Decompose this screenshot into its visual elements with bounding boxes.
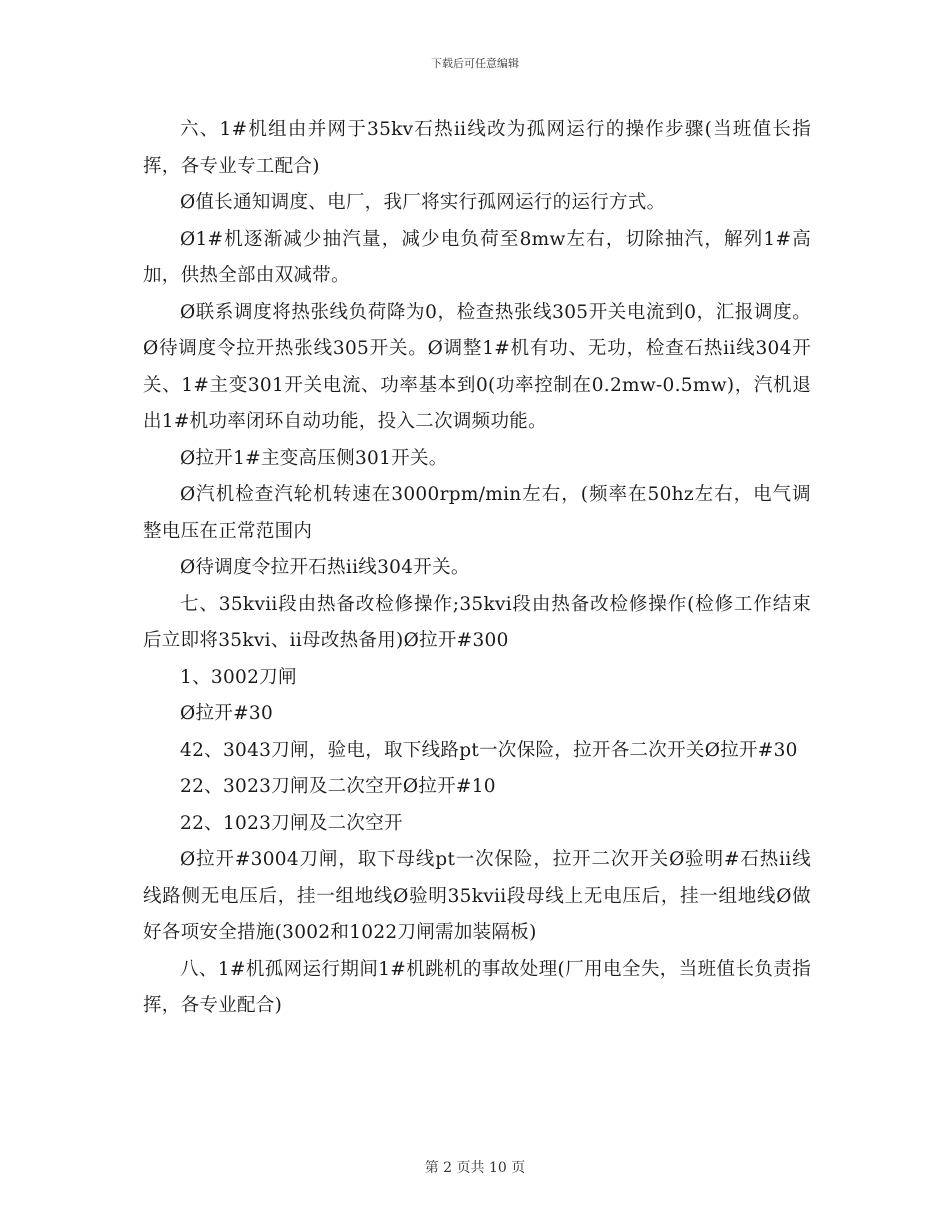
- step-contact-dispatch: Ø联系调度将热张线负荷降为0，检查热张线305开关电流到0，汇报调度。Ø待调度令拉开热张线305开关。Ø调整1#机有功、无功，检查石热ii线304开关、1#主变301开关电流、功率基本到0(功率控制在0.2mw-0.5mw)，汽机退出1#机功率闭环自动功能，投入二次调频功能。: [143, 301, 811, 432]
- section-six-heading: 六、1#机组由并网于35kv石热ii线改为孤网运行的操作步骤(当班值长指挥，各专业专工配合): [143, 119, 811, 177]
- step-3043: 42、3043刀闸，验电，取下线路pt一次保险，拉开各二次开关Ø拉开#30: [180, 739, 798, 761]
- section-eight-heading: 八、1#机孤网运行期间1#机跳机的事故处理(厂用电全失，当班值长负责指挥，各专业配合): [143, 958, 811, 1016]
- step-open-30: Ø拉开#30: [180, 703, 274, 724]
- step-3002: 1、3002刀闸: [180, 666, 297, 688]
- document-body: [143, 112, 811, 1025]
- section-seven-heading: 七、35kvii段由热备改检修操作;35kvi段由热备改检修操作(检修工作结束后立即将35kvi、ii母改热备用)Ø拉开#300: [143, 593, 811, 651]
- step-open-301: Ø拉开1#主变高压侧301开关。: [180, 447, 448, 469]
- step-notify-dispatch: Ø值长通知调度、电厂，我厂将实行孤网运行的运行方式。: [180, 192, 666, 213]
- step-3023: 22、3023刀闸及二次空开Ø拉开#10: [180, 776, 496, 797]
- step-reduce-load: Ø1#机逐渐减少抽汽量，减少电负荷至8mw左右，切除抽汽，解列1#高加，供热全部由双减带。: [143, 228, 811, 286]
- step-1023: 22、1023刀闸及二次空开: [180, 812, 403, 834]
- step-check-speed: Ø汽机检查汽轮机转速在3000rpm/min左右，(频率在50hz左右，电气调整电压在正常范围内: [143, 484, 811, 542]
- page-header: 下载后可任意编辑: [431, 57, 519, 70]
- step-3004: Ø拉开#3004刀闸，取下母线pt一次保险，拉开二次开关Ø验明#石热ii线线路侧无电压后，挂一组地线Ø验明35kvii段母线上无电压后，挂一组地线Ø做好各项安全措施(3002和1022刀闸需加装隔板): [143, 849, 811, 943]
- step-open-304: Ø待调度令拉开石热ii线304开关。: [180, 557, 470, 578]
- page-footer: 第 2 页共 10 页: [424, 1160, 526, 1176]
